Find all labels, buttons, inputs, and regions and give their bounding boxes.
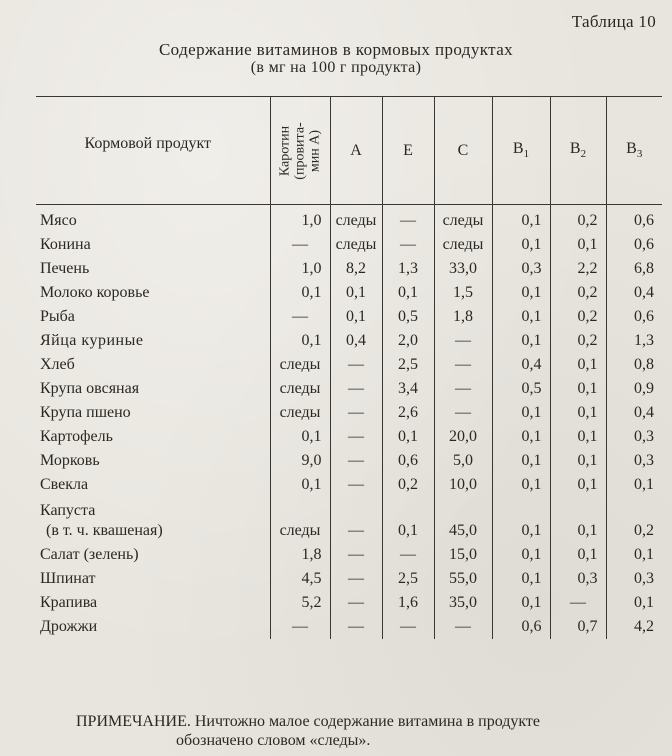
vitamin-e-cell: 0,1 xyxy=(382,425,434,449)
vitamin-e-cell: 2,5 xyxy=(382,353,434,377)
product-name: Крупа овсяная xyxy=(40,380,140,397)
vitamin-b3-cell: 6,8 xyxy=(606,257,662,281)
header-a: А xyxy=(330,97,382,205)
carotene-cell: следы xyxy=(270,401,330,425)
vitamin-e-cell: — xyxy=(382,543,434,567)
vitamin-b1-cell: 0,1 xyxy=(492,205,550,234)
vitamin-c-cell: — xyxy=(434,353,492,377)
carotene-cell: 1,0 xyxy=(270,257,330,281)
vitamin-b3-cell: 0,6 xyxy=(606,305,662,329)
header-b2-subscript: 2 xyxy=(580,148,587,161)
vitamin-e-cell: 3,4 xyxy=(382,377,434,401)
carotene-cell: 0,1 xyxy=(270,473,330,497)
vitamin-c-cell: — xyxy=(434,401,492,425)
vitamin-b3-cell: 0,1 xyxy=(606,543,662,567)
vitamin-a-cell: 0,1 xyxy=(330,305,382,329)
carotene-cell: 4,5 xyxy=(270,567,330,591)
product-name: Шпинат xyxy=(40,570,96,587)
table-row xyxy=(36,473,662,497)
table-row xyxy=(36,353,662,377)
product-name-extra: (в т. ч. квашеная) xyxy=(46,522,163,539)
vitamin-e-cell: — xyxy=(382,233,434,257)
vitamin-a-cell: — xyxy=(330,543,382,567)
vitamin-b2-cell: 0,2 xyxy=(550,329,606,353)
vitamin-b3-cell: 0,1 xyxy=(606,473,662,497)
table-row xyxy=(36,281,662,305)
product-name: Яйца куриные xyxy=(40,332,144,349)
vitamin-b1-cell: 0,1 xyxy=(492,449,550,473)
vitamin-c-cell: — xyxy=(434,329,492,353)
vitamin-c-cell: следы xyxy=(434,205,492,234)
vitamin-b1-cell: 0,1 xyxy=(492,281,550,305)
vitamin-b1-cell: 0,6 xyxy=(492,615,550,639)
header-carotene-line2: (провита- xyxy=(292,121,308,180)
header-carotene-line1: Каротин xyxy=(277,125,293,176)
vitamin-e-cell: 2,6 xyxy=(382,401,434,425)
carotene-cell: следы xyxy=(270,497,330,543)
table-row xyxy=(36,591,662,615)
header-carotene xyxy=(270,97,330,205)
table-row xyxy=(36,497,662,543)
product-name: Дрожжи xyxy=(40,618,98,635)
vitamin-e-cell: — xyxy=(382,205,434,234)
vitamin-b2-cell: 0,1 xyxy=(550,497,606,543)
table-row xyxy=(36,567,662,591)
vitamin-b2-cell: 0,1 xyxy=(550,449,606,473)
header-row xyxy=(36,97,662,205)
carotene-cell: следы xyxy=(270,353,330,377)
vitamin-b2-cell: 2,2 xyxy=(550,257,606,281)
vitamin-c-cell: 15,0 xyxy=(434,543,492,567)
vitamin-b1-cell: 0,1 xyxy=(492,473,550,497)
vitamin-b3-cell: 0,8 xyxy=(606,353,662,377)
vitamin-c-cell: 20,0 xyxy=(434,425,492,449)
header-product: Кормовой продукт xyxy=(36,97,270,205)
vitamin-a-cell: 8,2 xyxy=(330,257,382,281)
vitamin-b1-cell: 0,1 xyxy=(492,233,550,257)
vitamin-a-cell: — xyxy=(330,449,382,473)
vitamin-e-cell: 0,6 xyxy=(382,449,434,473)
table-row xyxy=(36,615,662,639)
vitamin-b1-cell: 0,1 xyxy=(492,329,550,353)
vitamin-c-cell: — xyxy=(434,377,492,401)
table-title: Содержание витаминов в кормовых продуктах xyxy=(158,40,514,59)
vitamin-b1-cell: 0,1 xyxy=(492,567,550,591)
header-b3-subscript: 3 xyxy=(636,148,643,161)
vitamin-b2-cell: 0,1 xyxy=(550,543,606,567)
carotene-cell: 0,1 xyxy=(270,281,330,305)
vitamin-b1-cell: 0,1 xyxy=(492,401,550,425)
header-b1 xyxy=(492,97,550,205)
table-row xyxy=(36,449,662,473)
product-name: Крапива xyxy=(40,594,98,611)
vitamin-e-cell: 1,3 xyxy=(382,257,434,281)
vitamin-b1-cell: 0,3 xyxy=(492,257,550,281)
carotene-cell: 1,8 xyxy=(270,543,330,567)
table-row xyxy=(36,543,662,567)
vitamin-b3-cell: 0,4 xyxy=(606,401,662,425)
vitamin-c-cell: 1,5 xyxy=(434,281,492,305)
vitamin-a-cell: — xyxy=(330,591,382,615)
vitamin-c-cell: 1,8 xyxy=(434,305,492,329)
vitamin-b3-cell: 0,6 xyxy=(606,233,662,257)
table-subtitle: (в мг на 100 г продукта) xyxy=(250,59,422,76)
vitamin-b2-cell: 0,1 xyxy=(550,233,606,257)
product-name: Салат (зелень) xyxy=(40,546,139,563)
vitamin-b3-cell: 4,2 xyxy=(606,615,662,639)
vitamin-e-cell: 2,0 xyxy=(382,329,434,353)
vitamin-a-cell: следы xyxy=(330,205,382,234)
vitamin-a-cell: — xyxy=(330,473,382,497)
vitamin-e-cell: 0,5 xyxy=(382,305,434,329)
vitamin-a-cell: следы xyxy=(330,233,382,257)
table-row xyxy=(36,257,662,281)
table-row xyxy=(36,305,662,329)
vitamin-b2-cell: 0,7 xyxy=(550,615,606,639)
vitamin-b3-cell: 0,6 xyxy=(606,205,662,234)
vitamin-a-cell: — xyxy=(330,567,382,591)
product-name: Печень xyxy=(40,260,90,277)
product-name: Капуста xyxy=(40,502,96,519)
vitamin-b3-cell: 1,3 xyxy=(606,329,662,353)
note-line-2: обозначено словом «следы». xyxy=(176,732,371,749)
carotene-cell: 0,1 xyxy=(270,329,330,353)
vitamin-b3-cell: 0,1 xyxy=(606,591,662,615)
vitamin-e-cell: 0,1 xyxy=(382,497,434,543)
table-row xyxy=(36,425,662,449)
vitamin-a-cell: 0,4 xyxy=(330,329,382,353)
note-line-1: ПРИМЕЧАНИЕ. Ничтожно малое содержание витамина в продукте xyxy=(76,713,541,730)
vitamin-b3-cell: 0,4 xyxy=(606,281,662,305)
vitamin-c-cell: 55,0 xyxy=(434,567,492,591)
vitamin-b3-cell: 0,3 xyxy=(606,425,662,449)
table-row xyxy=(36,329,662,353)
vitamin-b2-cell: 0,2 xyxy=(550,281,606,305)
table-note xyxy=(0,712,672,750)
header-b2 xyxy=(550,97,606,205)
product-name: Картофель xyxy=(40,428,113,445)
header-b1-letter: B xyxy=(512,140,524,158)
vitamin-e-cell: — xyxy=(382,615,434,639)
product-name: Конина xyxy=(40,236,91,253)
vitamin-b1-cell: 0,1 xyxy=(492,543,550,567)
table-row xyxy=(36,205,662,234)
vitamin-c-cell: 5,0 xyxy=(434,449,492,473)
vitamin-c-cell: следы xyxy=(434,233,492,257)
carotene-cell: 5,2 xyxy=(270,591,330,615)
header-b2-letter: B xyxy=(569,140,581,158)
vitamin-b2-cell: 0,1 xyxy=(550,377,606,401)
vitamin-table xyxy=(36,96,662,639)
product-name: Рыба xyxy=(40,308,75,325)
carotene-cell: 9,0 xyxy=(270,449,330,473)
carotene-cell: 1,0 xyxy=(270,205,330,234)
vitamin-b1-cell: 0,1 xyxy=(492,591,550,615)
vitamin-e-cell: 0,1 xyxy=(382,281,434,305)
vitamin-b3-cell: 0,3 xyxy=(606,449,662,473)
product-name-cell xyxy=(36,497,270,543)
product-name: Крупа пшено xyxy=(40,404,131,421)
vitamin-b1-cell: 0,1 xyxy=(492,305,550,329)
vitamin-c-cell: 10,0 xyxy=(434,473,492,497)
vitamin-a-cell: — xyxy=(330,615,382,639)
vitamin-b2-cell: 0,2 xyxy=(550,305,606,329)
header-carotene-line3: мин А) xyxy=(307,129,323,172)
vitamin-b2-cell: 0,1 xyxy=(550,353,606,377)
vitamin-a-cell: — xyxy=(330,497,382,543)
vitamin-e-cell: 1,6 xyxy=(382,591,434,615)
vitamin-e-cell: 2,5 xyxy=(382,567,434,591)
carotene-cell: 0,1 xyxy=(270,425,330,449)
vitamin-c-cell: 33,0 xyxy=(434,257,492,281)
vitamin-b2-cell: 0,1 xyxy=(550,473,606,497)
vitamin-b3-cell: 0,9 xyxy=(606,377,662,401)
header-b3 xyxy=(606,97,662,205)
vitamin-a-cell: — xyxy=(330,353,382,377)
carotene-cell: следы xyxy=(270,377,330,401)
vitamin-b1-cell: 0,4 xyxy=(492,353,550,377)
product-name: Мясо xyxy=(40,212,77,229)
header-e: Е xyxy=(382,97,434,205)
header-b3-letter: B xyxy=(626,140,637,158)
vitamin-b2-cell: 0,1 xyxy=(550,425,606,449)
vitamin-b1-cell: 0,1 xyxy=(492,425,550,449)
table-row xyxy=(36,377,662,401)
vitamin-b2-cell: — xyxy=(550,591,606,615)
vitamin-c-cell: — xyxy=(434,615,492,639)
vitamin-b3-cell: 0,2 xyxy=(606,497,662,543)
table-number: Таблица 10 xyxy=(571,12,656,31)
product-name: Свекла xyxy=(40,476,89,493)
vitamin-b1-cell: 0,5 xyxy=(492,377,550,401)
header-b1-subscript: 1 xyxy=(523,148,530,161)
carotene-cell: — xyxy=(270,233,330,257)
vitamin-a-cell: — xyxy=(330,377,382,401)
vitamin-a-cell: 0,1 xyxy=(330,281,382,305)
carotene-cell: — xyxy=(270,615,330,639)
vitamin-a-cell: — xyxy=(330,401,382,425)
table-row xyxy=(36,233,662,257)
vitamin-c-cell: 35,0 xyxy=(434,591,492,615)
product-name: Морковь xyxy=(40,452,100,469)
product-name: Молоко коровье xyxy=(40,284,150,301)
vitamin-b2-cell: 0,1 xyxy=(550,401,606,425)
vitamin-c-cell: 45,0 xyxy=(434,497,492,543)
vitamin-a-cell: — xyxy=(330,425,382,449)
header-c: С xyxy=(434,97,492,205)
carotene-cell: — xyxy=(270,305,330,329)
vitamin-e-cell: 0,2 xyxy=(382,473,434,497)
vitamin-b2-cell: 0,3 xyxy=(550,567,606,591)
table-row xyxy=(36,401,662,425)
vitamin-b1-cell: 0,1 xyxy=(492,497,550,543)
product-name: Хлеб xyxy=(40,356,75,373)
vitamin-b3-cell: 0,3 xyxy=(606,567,662,591)
vitamin-b2-cell: 0,2 xyxy=(550,205,606,234)
